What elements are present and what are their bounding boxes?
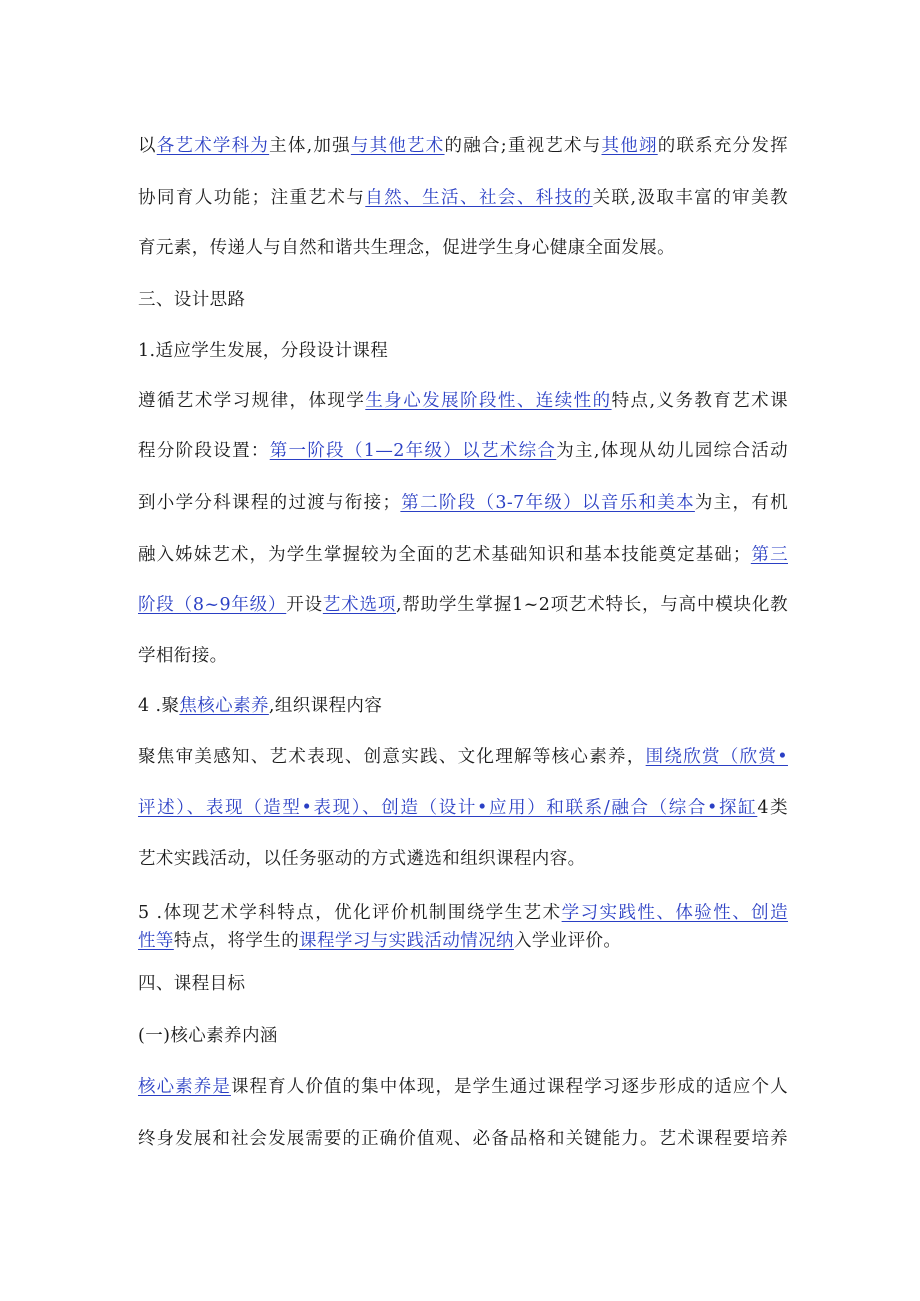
text-line — [138, 237, 788, 259]
text-line — [138, 902, 788, 924]
text-line — [138, 1128, 788, 1150]
text-line — [138, 973, 788, 995]
hyperlink-text[interactable]: 围绕欣赏（欣赏• — [645, 747, 788, 767]
body-text: 为主，有机 — [694, 493, 788, 513]
hyperlink-text[interactable]: 焦核心素养 — [179, 696, 269, 716]
text-line — [138, 340, 788, 362]
body-text: 的联系充分发挥 — [657, 136, 789, 156]
text-line — [138, 1076, 788, 1098]
text-line — [138, 544, 788, 566]
body-text: 课程育人价值的集中体现，是学生通过课程学习逐步形成的适应个人 — [230, 1077, 789, 1097]
body-text: 程分阶段设置： — [138, 441, 270, 461]
body-text: 以 — [138, 136, 157, 156]
body-text: 到小学分科课程的过渡与衔接； — [138, 493, 401, 513]
text-line — [138, 390, 788, 412]
hyperlink-text[interactable]: 第一阶段（1—2年级）以艺术综合 — [269, 441, 557, 461]
body-text: 特点,义务教育艺术课 — [611, 391, 789, 411]
body-text: 艺术实践活动，以任务驱动的方式遴选和组织课程内容。 — [138, 849, 586, 869]
hyperlink-text[interactable]: 其他翊 — [601, 136, 658, 156]
text-line — [138, 492, 788, 514]
body-text: 4 .聚 — [138, 696, 180, 716]
hyperlink-text[interactable]: 艺术选项 — [322, 595, 397, 615]
hyperlink-text[interactable]: 各艺术学科为 — [156, 136, 270, 156]
text-line — [138, 797, 788, 819]
hyperlink-text[interactable]: 学习实践性、体验性、创造 — [561, 903, 789, 923]
text-line — [138, 746, 788, 768]
body-text: 协同育人功能；注重艺术与 — [138, 188, 366, 208]
body-text: ,组织课程内容 — [268, 696, 383, 716]
hyperlink-text[interactable]: 生身心发展阶段性、连续性的 — [365, 391, 612, 411]
hyperlink-text[interactable]: 课程学习与实践活动情况纳 — [299, 931, 514, 951]
body-text: 5 .体现艺术学科特点，优化评价机制围绕学生艺术 — [138, 903, 562, 923]
body-text: 学相衔接。 — [138, 646, 228, 666]
body-text: ,帮助学生掌握1~2项艺术特长，与高中模块化教 — [396, 595, 789, 615]
text-line — [138, 440, 788, 462]
body-text: 主体,加强 — [269, 136, 351, 156]
hyperlink-text[interactable]: 评述）、表现（造型•表现）、创造（设计•应用）和联系/融合（综合•探缸 — [138, 798, 758, 818]
text-line — [138, 695, 788, 717]
body-text: 四、课程目标 — [138, 974, 246, 994]
body-text: (一)核心素养内涵 — [138, 1026, 278, 1046]
text-line — [138, 848, 788, 870]
hyperlink-text[interactable]: 核心素养是 — [138, 1077, 231, 1097]
text-line — [138, 187, 788, 209]
body-text: 入学业评价。 — [513, 931, 622, 951]
body-text: 聚焦审美感知、艺术表现、创意实践、文化理解等核心素养， — [138, 747, 646, 767]
text-line — [138, 289, 788, 311]
body-text: 三、设计思路 — [138, 290, 246, 310]
text-line — [138, 1025, 788, 1047]
body-text: 关联,汲取丰富的审美教 — [592, 188, 788, 208]
body-text: 育元素，传递人与自然和谐共生理念，促进学生身心健康全面发展。 — [138, 238, 675, 258]
hyperlink-text[interactable]: 第二阶段（3-7年级）以音乐和美本 — [400, 493, 695, 513]
body-text: 为主,体现从幼儿园综合活动 — [556, 441, 788, 461]
body-text: 终身发展和社会发展需要的正确价值观、必备品格和关键能力。艺术课程要培养 — [138, 1129, 788, 1149]
hyperlink-text[interactable]: 自然、生活、社会、科技的 — [365, 188, 593, 208]
hyperlink-text[interactable]: 性等 — [138, 931, 174, 951]
body-text: 特点，将学生的 — [173, 931, 300, 951]
text-line — [138, 594, 788, 616]
hyperlink-text[interactable]: 阶段（8~9年级） — [138, 595, 287, 615]
text-line — [138, 135, 788, 157]
hyperlink-text[interactable]: 第三 — [750, 545, 788, 565]
hyperlink-text[interactable]: 与其他艺术 — [350, 136, 445, 156]
body-text: 开设 — [286, 595, 323, 615]
body-text: 1.适应学生发展，分段设计课程 — [138, 341, 389, 361]
body-text: 融入姊妹艺术，为学生掌握较为全面的艺术基础知识和基本技能奠定基础； — [138, 545, 751, 565]
body-text: 的融合;重视艺术与 — [444, 136, 602, 156]
body-text: 遵循艺术学习规律，体现学 — [138, 391, 366, 411]
text-line — [138, 930, 788, 952]
body-text: 4类 — [757, 798, 788, 818]
text-line — [138, 645, 788, 667]
